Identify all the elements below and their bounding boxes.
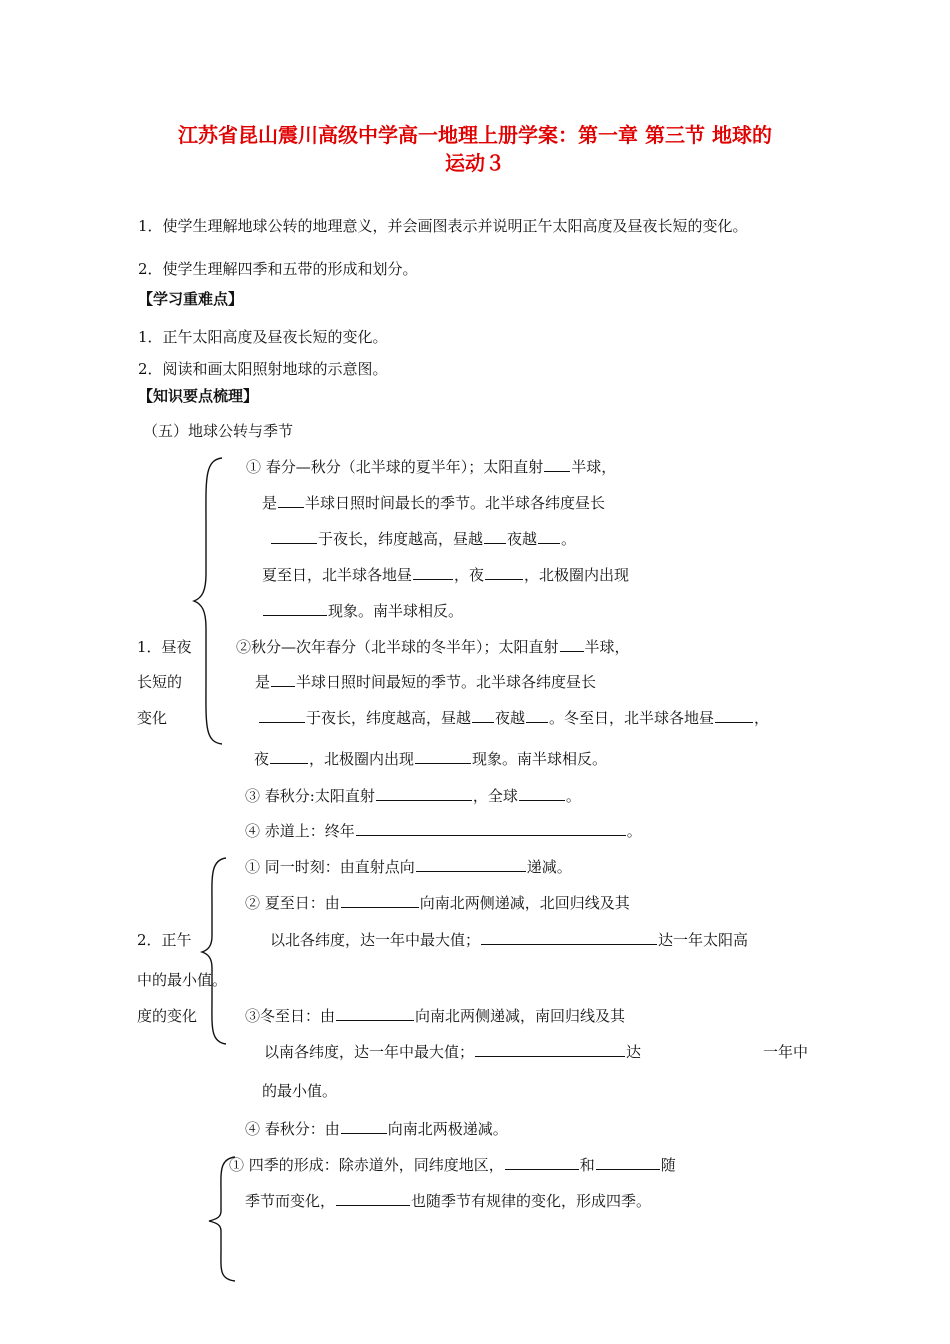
section2-label-2: 中的最小值。	[137, 971, 228, 989]
s2-p1: ① 同一时刻：由直射点向 递减。	[245, 858, 572, 876]
section1-brace	[190, 456, 230, 746]
s2-p3-line2: 以南各纬度，达一年中最大值； 达	[264, 1043, 642, 1061]
s1-p2-line2: 是 半球日照时间最短的季节。北半球各纬度昼长	[255, 673, 597, 691]
s3-p1-line2: 季节而变化， 也随季节有规律的变化，形成四季。	[245, 1192, 652, 1210]
blank[interactable]	[481, 930, 657, 945]
s1-p2-line1: ②秋分—次年春分（北半球的冬半年）；太阳直射 半球，	[236, 638, 630, 656]
blank[interactable]	[356, 821, 626, 836]
blank[interactable]	[485, 565, 523, 580]
s2-p2-line1: ② 夏至日：由 向南北两侧递减，北回归线及其	[245, 894, 630, 912]
blank[interactable]	[560, 637, 584, 652]
blank[interactable]	[271, 529, 317, 544]
blank[interactable]	[341, 1119, 387, 1134]
key-points-heading: 【学习重难点】	[138, 290, 244, 308]
objective-2: 2．使学生理解四季和五带的形成和划分。	[138, 260, 418, 278]
blank[interactable]	[416, 857, 526, 872]
section1-label-3: 变化	[137, 709, 168, 727]
key-point-2: 2．阅读和画太阳照射地球的示意图。	[138, 360, 388, 378]
knowledge-subheading: （五）地球公转与季节	[143, 422, 294, 440]
blank[interactable]	[263, 601, 327, 616]
s3-p1-line1: ① 四季的形成：除赤道外，同纬度地区， 和 随	[229, 1156, 676, 1174]
blank[interactable]	[484, 529, 506, 544]
s1-p1-line4: 夏至日，北半球各地昼 ，夜 ，北极圈内出现	[262, 566, 630, 584]
blank[interactable]	[341, 893, 419, 908]
blank[interactable]	[505, 1155, 579, 1170]
blank[interactable]	[472, 708, 494, 723]
s1-p2-line3: 于夜长，纬度越高，昼越 夜越 。冬至日，北半球各地昼 ，	[258, 708, 769, 728]
blank[interactable]	[415, 749, 471, 764]
blank[interactable]	[376, 786, 472, 801]
s2-p3-line1: ③冬至日：由 向南北两侧递减，南回归线及其	[245, 1007, 626, 1025]
s2-p4: ④ 春秋分：由 向南北两极递减。	[245, 1120, 508, 1138]
s2-p3-line2-end: 一年中	[763, 1043, 809, 1061]
s1-p2-line4: 夜 ，北极圈内出现 现象。南半球相反。	[254, 750, 608, 768]
s2-p3-line3: 的最小值。	[262, 1082, 338, 1100]
blank[interactable]	[278, 493, 304, 508]
blank[interactable]	[271, 672, 295, 687]
blank[interactable]	[336, 1191, 410, 1206]
section2-label-3: 度的变化	[137, 1007, 198, 1025]
s1-p1-line3: 于夜长，纬度越高，昼越 夜越 。	[270, 529, 576, 549]
blank[interactable]	[526, 708, 548, 723]
s1-p1-line2: 是 半球日照时间最长的季节。北半球各纬度昼长	[262, 494, 606, 512]
knowledge-heading: 【知识要点梳理】	[138, 387, 259, 405]
blank[interactable]	[259, 708, 305, 723]
s1-p3: ③ 春秋分:太阳直射 ，全球 。	[245, 787, 581, 805]
s1-p1-line5: 现象。南半球相反。	[262, 601, 463, 621]
s1-p1-line1: ① 春分—秋分（北半球的夏半年）；太阳直射 半球，	[246, 458, 617, 476]
blank[interactable]	[715, 708, 753, 723]
blank[interactable]	[336, 1006, 414, 1021]
page-title-line-1: 江苏省昆山震川高级中学高一地理上册学案：第一章 第三节 地球的	[178, 123, 772, 147]
blank[interactable]	[475, 1042, 625, 1057]
objective-1: 1．使学生理解地球公转的地理意义，并会画图表示并说明正午太阳高度及昼夜长短的变化。	[138, 217, 748, 235]
section1-label-2: 长短的	[137, 673, 183, 691]
blank[interactable]	[413, 565, 453, 580]
blank[interactable]	[519, 786, 565, 801]
blank[interactable]	[544, 457, 570, 472]
section2-brace	[198, 856, 234, 1046]
key-point-1: 1．正午太阳高度及昼夜长短的变化。	[138, 328, 388, 346]
blank[interactable]	[538, 529, 560, 544]
blank[interactable]	[270, 749, 308, 764]
s1-p4: ④ 赤道上：终年 。	[245, 822, 642, 840]
blank[interactable]	[596, 1155, 660, 1170]
section2-label-1: 2．正午	[137, 931, 192, 949]
s2-p2-line2: 以北各纬度，达一年中最大值； 达一年太阳高	[270, 931, 749, 949]
section1-label-1: 1．昼夜	[137, 638, 192, 656]
page-title-line-2: 运动３	[445, 151, 505, 175]
